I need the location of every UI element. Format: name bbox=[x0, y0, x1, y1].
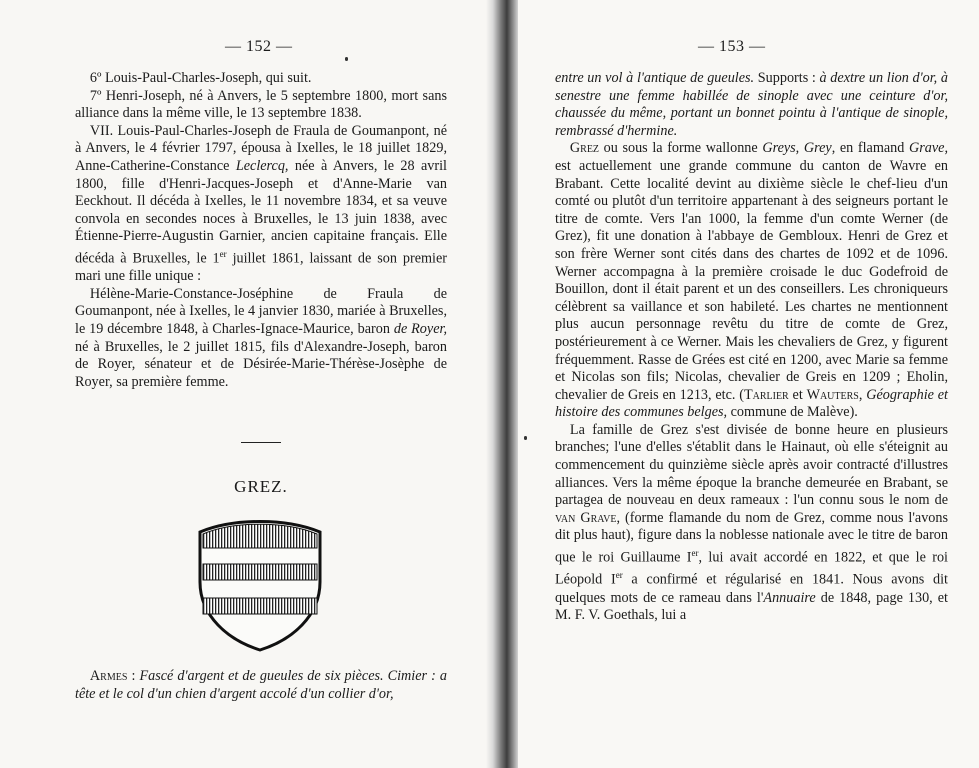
right-page bbox=[518, 0, 979, 768]
print-speck bbox=[524, 436, 527, 440]
paragraph: 6º Louis-Paul-Charles-Joseph, qui suit. bbox=[89, 70, 312, 86]
section-title: GREZ. bbox=[234, 477, 288, 496]
paragraph: Hélène-Marie-Constance-Joséphine de Fraula de Goumanpont, née à Ixelles, le 4 janvier 1830, mariée à Bruxelles, le 19 décembre 1848, à Charles-Ignace-Maurice, baron de Royer, né à Bruxelles, le 2 juillet 1815, fils d'Alexandre-Joseph, baron de Royer, sénateur et de Désirée-Marie-Thérèse-Josèphe de Royer, sa première femme. bbox=[75, 285, 447, 390]
left-body-text bbox=[75, 70, 447, 391]
coat-of-arms-shield bbox=[194, 516, 326, 652]
print-speck bbox=[345, 57, 348, 61]
arms-caption: Armes : Fascé d'argent et de gueules de six pièces. Cimier : a tête et le col d'un chien d'argent accolé d'un collier d'or, bbox=[75, 668, 447, 702]
right-body-text bbox=[555, 70, 948, 625]
paragraph: 7º Henri-Joseph, né à Anvers, le 5 septembre 1800, mort sans alliance dans la même ville, le 13 septembre 1838. bbox=[75, 87, 447, 122]
paragraph: La famille de Grez s'est divisée de bonne heure en plusieurs branches; l'une d'elles s'établit dans le Hainaut, où elle s'éteignit au commencement du quinzième siècle après avoir contracté d'illustres alliances. Vers la même époque la branche demeurée en Brabant, se partagea de nouveau en deux rameaux : l'un connu sous le nom de van Grave, (forme flamande du nom de Grez, comme nous l'avons dit plus haut), figure dans la noblesse nationale avec le titre de baron que le roi Guillaume Ier, lui avait accordé en 1822, et que le roi Léopold Ier a confirmé et régularisé en 1841. Nous avons dit quelques mots de ce rameau dans l'Annuaire de 1848, page 130, et M. F. V. Goethals, lui a bbox=[555, 421, 948, 624]
page-number: — 153 — bbox=[698, 38, 766, 55]
section-divider bbox=[241, 442, 281, 443]
page-number: — 152 — bbox=[225, 38, 293, 55]
paragraph: VII. Louis-Paul-Charles-Joseph de Fraula de Goumanpont, né à Anvers, le 4 février 1797, épousa à Ixelles, le 18 juillet 1829, Anne-Catherine-Constance Leclercq, née à Anvers, le 28 avril 1800, fille d'Henri-Jacques-Joseph et d'Anne-Marie van Eeckhout. Il décéda à Ixelles, le 11 novembre 1834, et sa veuve convola en secondes noces à Bruxelles, le 13 juin 1838, avec Étienne-Pierre-Augustin Garnier, ancien capitaine français. Elle décéda à Bruxelles, le 1er juillet 1861, laissant de son premier mari une fille unique : bbox=[75, 122, 447, 285]
paragraph: entre un vol à l'antique de gueules. Supports : à dextre un lion d'or, à senestre une femme habillée de sinople avec une ceinture d'or, chaussée du même, portant un bonnet pointu à l'antique de sinople, rembrassé d'hermine. bbox=[555, 70, 948, 139]
paragraph: Grez ou sous la forme wallonne Greys, Grey, en flamand Grave, est actuellement une grande commune du canton de Wavre en Brabant. Cette localité devint au dixième siècle le chef-lieu d'un comté ou plutôt d'un territoire appartenant à des seigneurs portant le titre de comte. Vers l'an 1000, la femme d'un comte Werner (de Grez), fit une donation à l'abbaye de Gembloux. Henri de Grez et son frère Werner sont cités dans des chartes de 1092 et de 1096. Werner accompagna à la première croisade le duc Godefroid de Bouillon, dont il était parent et un des conseillers. Les chroniqueurs célèbrent sa vaillance et son habileté. Les chartes ne mentionnent plus aucun personnage revêtu du titre de comte de Grez, postérieurement à ce Werner. Mais les chevaliers de Grez, y figurent fréquemment. Rasse de Grées est cité en 1200, avec Marie sa femme et Nicolas son fils; Nicolas, chevalier de Greis en 1209 ; Eholin, chevalier de Greis en 1213, etc. (Tarlier et Wauters, Géographie et histoire des communes belges, commune de Malève). bbox=[555, 140, 949, 421]
